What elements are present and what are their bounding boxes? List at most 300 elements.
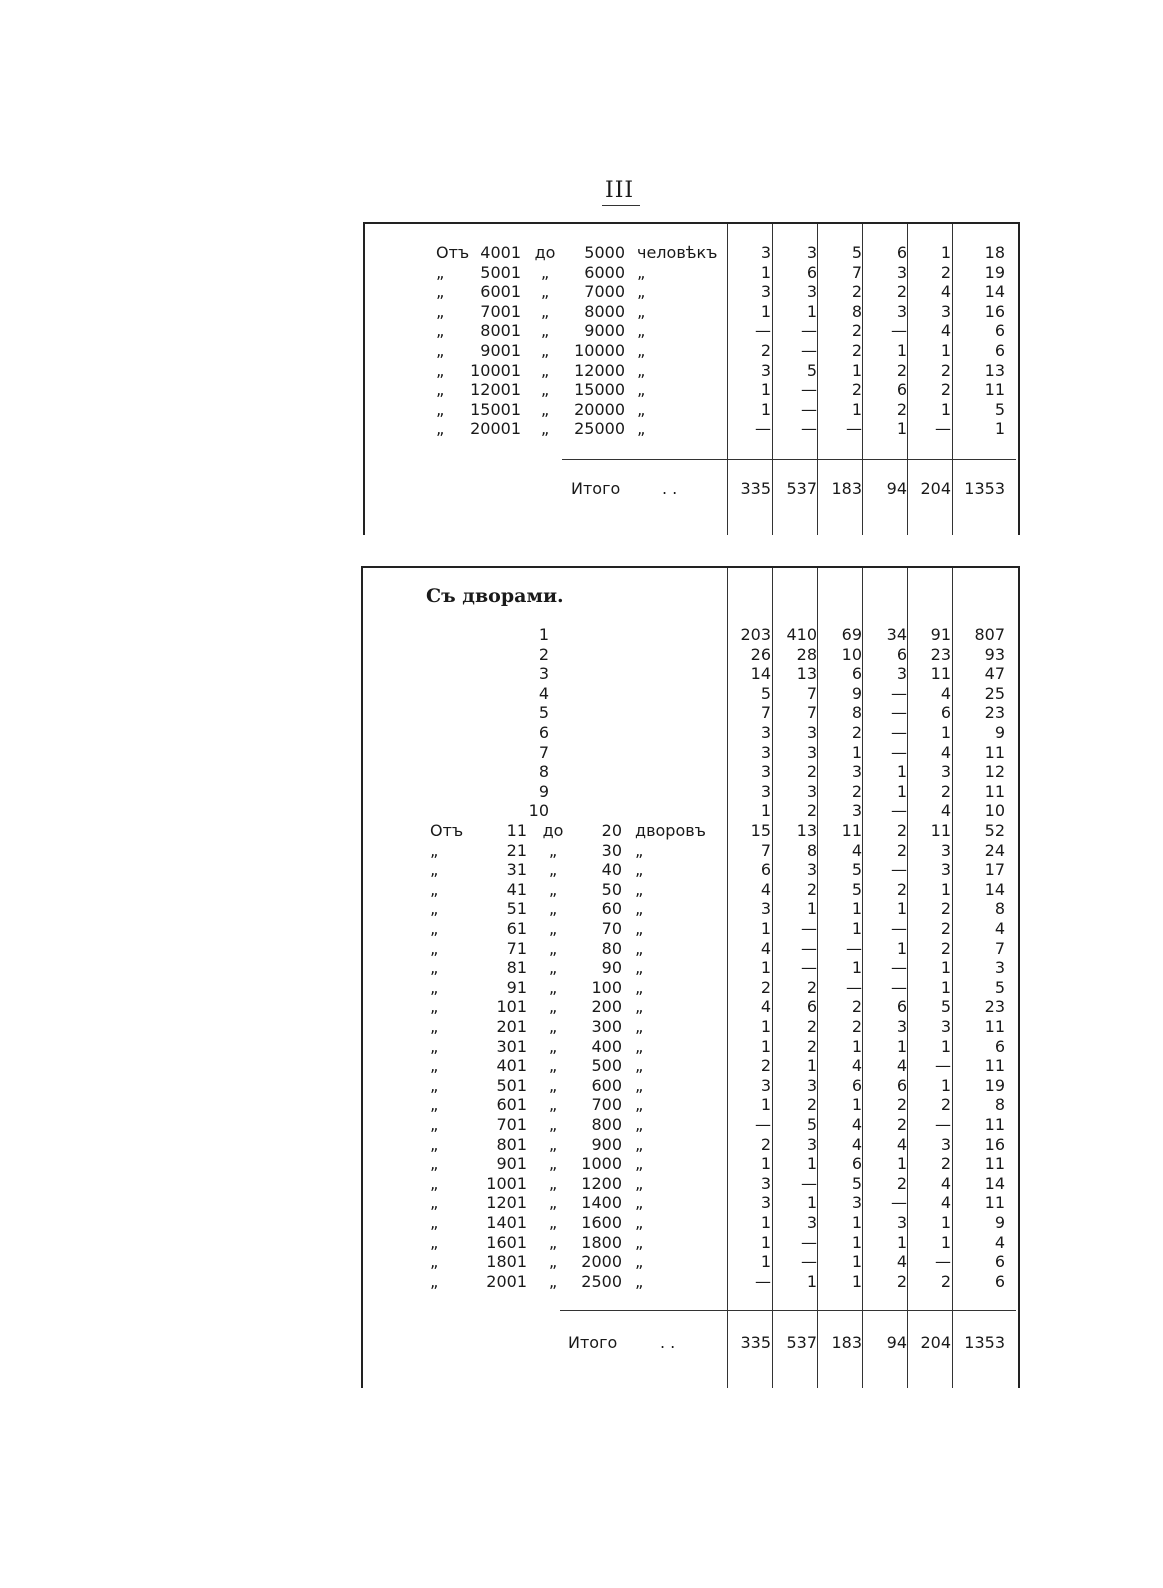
range-from: 2001 bbox=[486, 1271, 527, 1291]
lower-row-col-2: 3 bbox=[806, 1075, 817, 1095]
range-from: 401 bbox=[496, 1056, 527, 1076]
lower-row-col-4: — bbox=[891, 742, 907, 762]
range-to-word: „ bbox=[548, 1193, 558, 1213]
range-to-word: „ bbox=[548, 1213, 558, 1232]
range-unit: „ bbox=[635, 860, 644, 880]
lower-row-col-2: 7 bbox=[806, 703, 817, 723]
lower-row-col-3: 6 bbox=[851, 664, 862, 684]
range-to-word: „ bbox=[548, 1271, 558, 1291]
lower-row-col-1: 3 bbox=[760, 1173, 771, 1193]
lower-row-col-5: 6 bbox=[940, 703, 951, 723]
lower-row-col-3: 1 bbox=[851, 1232, 862, 1252]
lower-row-col-5: 1 bbox=[940, 977, 951, 997]
range-prefix: „ bbox=[430, 1154, 439, 1174]
range-from: 1801 bbox=[486, 1252, 527, 1272]
lower-row-col-2: 1 bbox=[806, 1271, 817, 1291]
range-to-word: „ bbox=[548, 860, 558, 880]
lower-row-col-5: — bbox=[935, 1252, 951, 1272]
range-from: 12001 bbox=[470, 380, 521, 400]
range-from: 8001 bbox=[480, 321, 521, 341]
range-prefix: „ bbox=[430, 958, 439, 978]
lower-row-col-4: — bbox=[891, 683, 907, 703]
yard-count: 2 bbox=[538, 644, 549, 664]
lower-row-col-1: 2 bbox=[760, 1134, 771, 1154]
range-to: 10000 bbox=[574, 341, 625, 360]
lower-total-col-4: 94 bbox=[886, 1333, 907, 1352]
lower-row-col-6: 9 bbox=[994, 723, 1005, 742]
upper-row-col-2: 3 bbox=[806, 282, 817, 302]
upper-row-col-2: 1 bbox=[806, 301, 817, 321]
upper-row-col-5: 3 bbox=[940, 301, 951, 321]
range-to: 5000 bbox=[584, 243, 625, 262]
lower-row-col-1: 1 bbox=[760, 1252, 771, 1272]
lower-row-col-1: 1 bbox=[760, 1095, 771, 1115]
range-to-word: „ bbox=[540, 341, 550, 360]
range-unit: „ bbox=[635, 840, 644, 860]
lower-row-col-5: 2 bbox=[940, 1271, 951, 1291]
upper-row-col-3: 2 bbox=[851, 321, 862, 341]
lower-row-col-4: 3 bbox=[896, 1017, 907, 1036]
lower-row-col-5: 1 bbox=[940, 1213, 951, 1232]
range-to-word: „ bbox=[540, 282, 550, 302]
range-to-word: „ bbox=[548, 1252, 558, 1272]
range-from: 301 bbox=[496, 1036, 527, 1056]
lower-row-col-5: — bbox=[935, 1115, 951, 1134]
range-to: 7000 bbox=[584, 282, 625, 302]
lower-total-col-6: 1353 bbox=[964, 1333, 1005, 1352]
yard-count: 5 bbox=[538, 703, 549, 723]
lower-row-col-1: 1 bbox=[760, 1017, 771, 1036]
range-to: 200 bbox=[591, 997, 622, 1017]
range-from: 9001 bbox=[480, 341, 521, 360]
lower-row-col-4: — bbox=[891, 703, 907, 723]
range-from: 201 bbox=[496, 1017, 527, 1036]
lower-row-col-6: 14 bbox=[984, 879, 1005, 899]
range-unit: „ bbox=[635, 1056, 644, 1076]
lower-row-col-5: 91 bbox=[930, 625, 951, 644]
lower-row-col-4: 2 bbox=[896, 840, 907, 860]
upper-row-col-6: 5 bbox=[994, 399, 1005, 419]
range-from: 901 bbox=[496, 1154, 527, 1174]
upper-row-col-4: 2 bbox=[896, 360, 907, 380]
range-to-word: „ bbox=[548, 919, 558, 938]
upper-row-col-3: 8 bbox=[851, 301, 862, 321]
lower-row-col-5: 3 bbox=[940, 1134, 951, 1154]
lower-row-col-4: 34 bbox=[886, 625, 907, 644]
lower-row-col-4: 2 bbox=[896, 879, 907, 899]
range-to: 1200 bbox=[581, 1173, 622, 1193]
lower-row-col-4: — bbox=[891, 1193, 907, 1213]
lower-row-col-1: 7 bbox=[760, 703, 771, 723]
upper-row-col-3: 5 bbox=[851, 243, 862, 262]
lower-row-col-3: — bbox=[846, 977, 862, 997]
lower-row-col-1: 4 bbox=[760, 938, 771, 958]
lower-row-col-5: 1 bbox=[940, 723, 951, 742]
range-unit: „ bbox=[635, 879, 644, 899]
lower-row-col-2: 28 bbox=[796, 644, 817, 664]
lower-row-col-3: 3 bbox=[851, 801, 862, 821]
lower-row-col-2: — bbox=[801, 958, 817, 978]
range-to-word: „ bbox=[548, 1232, 558, 1252]
range-unit: „ bbox=[637, 360, 646, 380]
upper-total-col-2: 537 bbox=[786, 479, 817, 498]
lower-row-col-1: 15 bbox=[750, 821, 771, 840]
lower-row-col-5: 5 bbox=[940, 997, 951, 1017]
lower-row-col-2: 7 bbox=[806, 683, 817, 703]
lower-row-col-4: — bbox=[891, 977, 907, 997]
range-to: 1400 bbox=[581, 1193, 622, 1213]
range-prefix: „ bbox=[430, 1036, 439, 1056]
range-prefix: „ bbox=[436, 399, 445, 419]
lower-row-col-1: — bbox=[755, 1115, 771, 1134]
range-unit: человѣкъ bbox=[637, 243, 718, 262]
range-to: 90 bbox=[601, 958, 622, 978]
lower-row-col-1: 3 bbox=[760, 1193, 771, 1213]
lower-row-col-2: 1 bbox=[806, 1056, 817, 1076]
range-unit: „ bbox=[637, 301, 646, 321]
lower-row-col-5: 3 bbox=[940, 1017, 951, 1036]
range-unit: „ bbox=[637, 262, 646, 282]
lower-row-col-3: 4 bbox=[851, 1115, 862, 1134]
range-to: 500 bbox=[591, 1056, 622, 1076]
lower-row-col-6: 16 bbox=[984, 1134, 1005, 1154]
lower-row-col-1: 1 bbox=[760, 1213, 771, 1232]
lower-row-col-2: 1 bbox=[806, 1154, 817, 1174]
range-to-word: „ bbox=[540, 399, 550, 419]
range-from: 101 bbox=[496, 997, 527, 1017]
lower-row-col-4: — bbox=[891, 860, 907, 880]
lower-row-col-3: 1 bbox=[851, 958, 862, 978]
lower-row-col-6: 6 bbox=[994, 1036, 1005, 1056]
lower-row-col-1: 3 bbox=[760, 899, 771, 919]
range-prefix: „ bbox=[430, 1115, 439, 1134]
upper-row-col-2: 6 bbox=[806, 262, 817, 282]
range-unit: „ bbox=[635, 1095, 644, 1115]
yard-count: 8 bbox=[538, 762, 549, 782]
upper-row-col-2: — bbox=[801, 321, 817, 341]
range-to-word: „ bbox=[548, 1056, 558, 1076]
range-unit: „ bbox=[637, 282, 646, 302]
range-to: 40 bbox=[601, 860, 622, 880]
lower-row-col-1: 26 bbox=[750, 644, 771, 664]
upper-row-col-5: 2 bbox=[940, 380, 951, 400]
upper-row-col-5: 4 bbox=[940, 321, 951, 341]
lower-row-col-5: 2 bbox=[940, 899, 951, 919]
range-to-word: „ bbox=[548, 1036, 558, 1056]
total-label: Итого bbox=[571, 479, 621, 498]
upper-row-col-3: — bbox=[846, 419, 862, 439]
lower-row-col-3: 2 bbox=[851, 723, 862, 742]
lower-row-col-6: 3 bbox=[994, 958, 1005, 978]
upper-row-col-3: 2 bbox=[851, 341, 862, 360]
upper-row-col-5: — bbox=[935, 419, 951, 439]
range-prefix: „ bbox=[430, 1134, 439, 1154]
range-unit: „ bbox=[635, 977, 644, 997]
range-to-word: „ bbox=[548, 1134, 558, 1154]
lower-row-col-6: 11 bbox=[984, 1056, 1005, 1076]
lower-row-col-4: 1 bbox=[896, 1232, 907, 1252]
range-prefix: „ bbox=[430, 1271, 439, 1291]
range-from: 81 bbox=[506, 958, 527, 978]
yard-count: 7 bbox=[538, 742, 549, 762]
range-to: 2500 bbox=[581, 1271, 622, 1291]
lower-row-col-6: 4 bbox=[994, 919, 1005, 938]
lower-row-col-4: — bbox=[891, 801, 907, 821]
lower-row-col-2: — bbox=[801, 1232, 817, 1252]
upper-row-col-1: — bbox=[755, 321, 771, 341]
range-unit: „ bbox=[637, 321, 646, 341]
lower-row-col-3: 5 bbox=[851, 860, 862, 880]
lower-row-col-6: 24 bbox=[984, 840, 1005, 860]
lower-row-col-5: 1 bbox=[940, 1232, 951, 1252]
lower-row-col-2: 3 bbox=[806, 742, 817, 762]
lower-row-col-6: 93 bbox=[984, 644, 1005, 664]
range-prefix: „ bbox=[436, 341, 445, 360]
range-from: 41 bbox=[506, 879, 527, 899]
yard-count: 6 bbox=[538, 723, 549, 742]
upper-row-col-4: 2 bbox=[896, 282, 907, 302]
upper-row-col-1: 1 bbox=[760, 399, 771, 419]
lower-row-col-6: 11 bbox=[984, 1154, 1005, 1174]
lower-row-col-3: 2 bbox=[851, 997, 862, 1017]
range-prefix: „ bbox=[430, 1193, 439, 1213]
total-label: Итого bbox=[568, 1333, 618, 1352]
range-to-word: „ bbox=[548, 1173, 558, 1193]
range-unit: „ bbox=[637, 380, 646, 400]
range-from: 701 bbox=[496, 1115, 527, 1134]
range-unit: „ bbox=[635, 1075, 644, 1095]
lower-row-col-2: — bbox=[801, 1252, 817, 1272]
yard-count: 9 bbox=[538, 781, 549, 801]
range-to: 30 bbox=[601, 840, 622, 860]
yard-count: 3 bbox=[538, 664, 549, 684]
lower-row-col-4: 3 bbox=[896, 664, 907, 684]
range-from: 20001 bbox=[470, 419, 521, 439]
lower-row-col-3: 6 bbox=[851, 1075, 862, 1095]
range-unit: „ bbox=[635, 1271, 644, 1291]
upper-row-col-2: 3 bbox=[806, 243, 817, 262]
yard-count: 4 bbox=[538, 683, 549, 703]
lower-row-col-1: 3 bbox=[760, 723, 771, 742]
range-prefix: „ bbox=[436, 419, 445, 439]
range-to: 600 bbox=[591, 1075, 622, 1095]
range-unit: дворовъ bbox=[635, 821, 706, 840]
lower-row-col-2: 2 bbox=[806, 762, 817, 782]
range-to: 8000 bbox=[584, 301, 625, 321]
lower-row-col-6: 25 bbox=[984, 683, 1005, 703]
lower-row-col-2: 1 bbox=[806, 1193, 817, 1213]
range-unit: „ bbox=[635, 938, 644, 958]
lower-row-col-4: 2 bbox=[896, 821, 907, 840]
lower-row-col-3: 10 bbox=[841, 644, 862, 664]
lower-row-col-1: 14 bbox=[750, 664, 771, 684]
upper-row-col-3: 7 bbox=[851, 262, 862, 282]
range-prefix: „ bbox=[430, 997, 439, 1017]
range-unit: „ bbox=[637, 341, 646, 360]
lower-row-col-1: 4 bbox=[760, 879, 771, 899]
upper-row-col-2: — bbox=[801, 341, 817, 360]
range-to: 12000 bbox=[574, 360, 625, 380]
range-from: 51 bbox=[506, 899, 527, 919]
range-from: 1001 bbox=[486, 1173, 527, 1193]
lower-row-col-1: 1 bbox=[760, 1036, 771, 1056]
upper-row-col-5: 1 bbox=[940, 243, 951, 262]
upper-row-col-4: 3 bbox=[896, 262, 907, 282]
lower-row-col-2: 5 bbox=[806, 1115, 817, 1134]
lower-row-col-1: 4 bbox=[760, 997, 771, 1017]
upper-row-col-4: 1 bbox=[896, 419, 907, 439]
range-to: 900 bbox=[591, 1134, 622, 1154]
lower-row-col-2: 3 bbox=[806, 860, 817, 880]
lower-row-col-4: 4 bbox=[896, 1134, 907, 1154]
range-to: 20 bbox=[601, 821, 622, 840]
range-to-word: „ bbox=[540, 419, 550, 439]
range-to: 80 bbox=[601, 938, 622, 958]
lower-row-col-4: 1 bbox=[896, 1036, 907, 1056]
range-from: 11 bbox=[506, 821, 527, 840]
range-from: 1601 bbox=[486, 1232, 527, 1252]
lower-row-col-3: — bbox=[846, 938, 862, 958]
lower-row-col-4: 2 bbox=[896, 1271, 907, 1291]
upper-row-col-1: 2 bbox=[760, 341, 771, 360]
lower-row-col-6: 12 bbox=[984, 762, 1005, 782]
upper-total-col-6: 1353 bbox=[964, 479, 1005, 498]
range-to-word: „ bbox=[548, 997, 558, 1017]
lower-row-col-5: 23 bbox=[930, 644, 951, 664]
lower-row-col-5: 4 bbox=[940, 742, 951, 762]
lower-row-col-1: 2 bbox=[760, 977, 771, 997]
lower-row-col-3: 1 bbox=[851, 1252, 862, 1272]
range-to-word: „ bbox=[548, 1115, 558, 1134]
lower-table-heading: Съ дворами. bbox=[426, 585, 564, 607]
lower-row-col-3: 9 bbox=[851, 683, 862, 703]
upper-row-col-6: 11 bbox=[984, 380, 1005, 400]
lower-row-col-5: 2 bbox=[940, 919, 951, 938]
upper-row-col-1: 1 bbox=[760, 380, 771, 400]
range-to-word: „ bbox=[548, 977, 558, 997]
range-unit: „ bbox=[635, 1252, 644, 1272]
lower-row-col-3: 1 bbox=[851, 1095, 862, 1115]
range-unit: „ bbox=[635, 1213, 644, 1232]
upper-row-col-2: — bbox=[801, 380, 817, 400]
lower-row-col-4: 1 bbox=[896, 899, 907, 919]
range-unit: „ bbox=[635, 1193, 644, 1213]
range-unit: „ bbox=[637, 399, 646, 419]
lower-row-col-1: 203 bbox=[740, 625, 771, 644]
range-to: 50 bbox=[601, 879, 622, 899]
lower-row-col-2: 1 bbox=[806, 899, 817, 919]
lower-row-col-5: 4 bbox=[940, 683, 951, 703]
lower-row-col-2: 2 bbox=[806, 879, 817, 899]
lower-row-col-1: 3 bbox=[760, 781, 771, 801]
lower-row-col-5: — bbox=[935, 1056, 951, 1076]
lower-total-col-2: 537 bbox=[786, 1333, 817, 1352]
upper-row-col-1: 3 bbox=[760, 243, 771, 262]
upper-row-col-6: 18 bbox=[984, 243, 1005, 262]
upper-row-col-3: 2 bbox=[851, 282, 862, 302]
lower-row-col-6: 17 bbox=[984, 860, 1005, 880]
lower-row-col-5: 3 bbox=[940, 762, 951, 782]
range-unit: „ bbox=[635, 1017, 644, 1036]
lower-row-col-2: 13 bbox=[796, 664, 817, 684]
upper-row-col-1: 3 bbox=[760, 360, 771, 380]
lower-row-col-4: 4 bbox=[896, 1056, 907, 1076]
range-from: 4001 bbox=[480, 243, 521, 262]
upper-row-col-6: 1 bbox=[994, 419, 1005, 439]
lower-row-col-2: 3 bbox=[806, 1213, 817, 1232]
lower-row-col-4: 2 bbox=[896, 1115, 907, 1134]
range-from: 21 bbox=[506, 840, 527, 860]
range-from: 71 bbox=[506, 938, 527, 958]
lower-row-col-2: 2 bbox=[806, 801, 817, 821]
range-to-word: „ bbox=[540, 380, 550, 400]
lower-row-col-1: 1 bbox=[760, 919, 771, 938]
upper-row-col-5: 1 bbox=[940, 399, 951, 419]
range-from: 1401 bbox=[486, 1213, 527, 1232]
lower-row-col-6: 8 bbox=[994, 1095, 1005, 1115]
lower-row-col-4: — bbox=[891, 919, 907, 938]
upper-row-col-1: 1 bbox=[760, 262, 771, 282]
lower-row-col-5: 1 bbox=[940, 879, 951, 899]
range-prefix: „ bbox=[436, 282, 445, 302]
upper-table-top-rule bbox=[365, 222, 1018, 224]
range-unit: „ bbox=[635, 1173, 644, 1193]
upper-row-col-1: — bbox=[755, 419, 771, 439]
lower-row-col-1: 1 bbox=[760, 958, 771, 978]
range-prefix: „ bbox=[430, 1252, 439, 1272]
page-number-underline bbox=[602, 205, 640, 206]
lower-row-col-5: 3 bbox=[940, 840, 951, 860]
lower-row-col-2: 3 bbox=[806, 1134, 817, 1154]
lower-row-col-5: 2 bbox=[940, 781, 951, 801]
range-prefix: „ bbox=[430, 938, 439, 958]
range-to: 15000 bbox=[574, 380, 625, 400]
lower-row-col-5: 3 bbox=[940, 860, 951, 880]
lower-row-col-6: 19 bbox=[984, 1075, 1005, 1095]
range-prefix: „ bbox=[430, 1017, 439, 1036]
lower-row-col-1: 7 bbox=[760, 840, 771, 860]
range-unit: „ bbox=[637, 419, 646, 439]
lower-row-col-6: 7 bbox=[994, 938, 1005, 958]
range-from: 31 bbox=[506, 860, 527, 880]
lower-row-col-4: 6 bbox=[896, 644, 907, 664]
range-prefix: „ bbox=[436, 321, 445, 341]
lower-total-col-3: 183 bbox=[831, 1333, 862, 1352]
range-unit: „ bbox=[635, 997, 644, 1017]
lower-row-col-6: 11 bbox=[984, 1193, 1005, 1213]
range-prefix: „ bbox=[430, 899, 439, 919]
lower-row-col-1: 1 bbox=[760, 1154, 771, 1174]
range-unit: „ bbox=[635, 1232, 644, 1252]
lower-row-col-3: 4 bbox=[851, 1134, 862, 1154]
lower-row-col-5: 1 bbox=[940, 1075, 951, 1095]
range-to: 100 bbox=[591, 977, 622, 997]
lower-row-col-6: 52 bbox=[984, 821, 1005, 840]
range-to: 1800 bbox=[581, 1232, 622, 1252]
lower-row-col-4: 4 bbox=[896, 1252, 907, 1272]
upper-total-col-4: 94 bbox=[886, 479, 907, 498]
upper-row-col-6: 14 bbox=[984, 282, 1005, 302]
range-from: 15001 bbox=[470, 399, 521, 419]
range-to-word: „ bbox=[548, 899, 558, 919]
upper-row-col-5: 1 bbox=[940, 341, 951, 360]
range-prefix: „ bbox=[430, 977, 439, 997]
lower-row-col-3: 5 bbox=[851, 1173, 862, 1193]
lower-row-col-5: 11 bbox=[930, 664, 951, 684]
lower-row-col-6: 11 bbox=[984, 1017, 1005, 1036]
range-prefix: „ bbox=[436, 380, 445, 400]
range-to-word: до bbox=[534, 243, 556, 262]
